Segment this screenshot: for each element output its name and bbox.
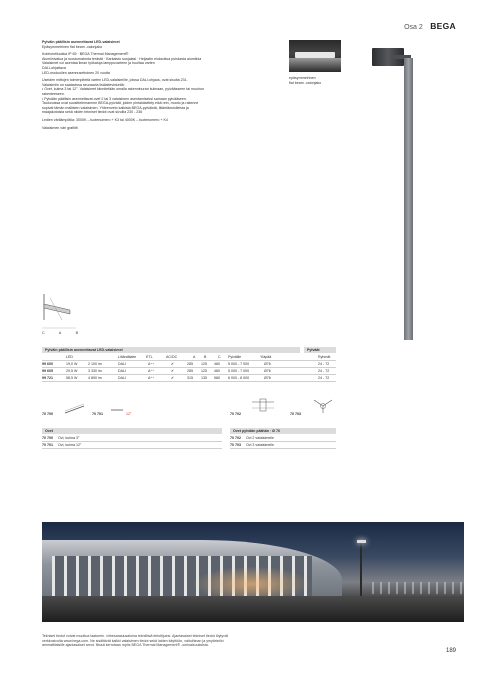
desc-line: LED-moduulien asennusettoinen 20 vuotta — [42, 70, 110, 75]
col-etl: ETL — [146, 355, 153, 359]
body-line: • Pylvään päällisin asennettavat ovet 2 tai 3 valaisimen asentamiseksi samaan pylvääseen. — [42, 96, 187, 101]
body-line: maajakotoista sekä niiden tekniset tiedot ovat sivuilla 230 - 236 — [42, 110, 143, 115]
body-line: • Ovet, kulma 3 tai 12°. Valaisimet kiinnitetään omalla rakenninuran kulmaan, pylväässeen tai muuhun — [42, 87, 205, 92]
row-lumen: 3 330 lm — [88, 369, 102, 373]
accessory-row — [42, 443, 222, 449]
row-control: DALI — [118, 376, 126, 380]
dimension-drawing — [40, 290, 80, 334]
photo-caption-line: epäsymmetrinen — [289, 76, 316, 80]
installation-photo — [42, 522, 464, 622]
product-title: Pylväin päällisin asennettavat LED-valaisimet — [42, 40, 120, 44]
row-top: Ø76 — [264, 362, 271, 366]
accessory-angle: 12° — [126, 412, 132, 416]
row-b: 125 — [201, 369, 207, 373]
row-acdc: ✔ — [171, 362, 175, 366]
pole — [404, 58, 413, 340]
table-column-headers — [42, 355, 336, 361]
desc-line: Alumiinivalua ja ruostumatonta terästä · Karkaistu suojalasi · Heijastin eloksoitua puhdasta alumiinia — [42, 56, 202, 61]
row-code: 99 600 — [42, 362, 53, 366]
accessory-row-code: 70 702 — [230, 436, 241, 440]
accessory-row-text: Ovi, kulma 12° — [58, 443, 82, 447]
accessory-row — [230, 436, 336, 442]
color-temp-line: Ledien värilämpötila: 3000K – tuotenumero + K3 tai 4000K – tuotenumero + K4 — [42, 117, 168, 122]
table-title: Pylväin päällisin asennettavat LED-valaisimet — [45, 348, 123, 352]
accessory-code: 70 703 — [290, 412, 301, 416]
row-lumen: 2 100 lm — [88, 362, 102, 366]
double-mount-icon — [250, 398, 276, 412]
row-c: 580 — [214, 376, 220, 380]
drawing-labels — [42, 331, 78, 336]
body-line: rakenteeseen. — [42, 91, 65, 96]
accessory-row-code: 70 703 — [230, 443, 241, 447]
row-a: 315 — [187, 376, 193, 380]
body-line: sopivat tämän mallisten valaisimen. Yhteenveto kaikista BEGA-pylväistä, liitäntäosiolleista ja — [42, 105, 189, 110]
col-led: LED — [66, 355, 73, 359]
footer-line: ammattilaisille ajantasaiset arvot. Nissä kerrotaan myös BEGA Thermal Management® -ominaisuuksista. — [42, 643, 209, 648]
accessory-code: 70 702 — [230, 412, 241, 416]
row-etl: A⁺⁺ — [148, 369, 155, 373]
col-poles: Pylväille — [228, 355, 242, 359]
accessory-right-header — [230, 428, 336, 434]
table-header-bar — [42, 347, 300, 353]
row-control: DALI — [118, 362, 126, 366]
row-top: Ø76 — [264, 376, 271, 380]
row-power: 19,0 W — [66, 362, 78, 366]
accessory-code: 70 700 — [42, 412, 53, 416]
table-right-title: Pylväät — [307, 348, 320, 352]
desc-line: Kotelointiluokka IP 65 · BEGA Thermal Management® — [42, 52, 129, 57]
product-text-block — [42, 40, 282, 130]
page-header — [404, 16, 456, 34]
row-poles: 5 000 - 7 000 — [228, 362, 250, 366]
finish-line: Valaisimen väri grafiitti — [42, 125, 78, 130]
footer-line: Tekniset tiedot voivat muuttua laatuerin. virhesarasiusaluina teknillisiä tietoltijuesi. Ajantasaiset tekniset tiedot löytyvät — [42, 634, 228, 638]
row-groups: 24 - 72 — [318, 369, 330, 373]
row-etl: A⁺⁺ — [148, 362, 155, 366]
row-code: 99 605 — [42, 369, 53, 373]
table-row — [42, 362, 336, 368]
col-b: B — [204, 355, 207, 359]
dimension-label-b: B — [75, 331, 78, 335]
row-lumen: 4 890 lm — [88, 376, 102, 380]
col-top: Yläpää — [260, 355, 272, 359]
table-row — [42, 376, 336, 382]
mount-bracket-icon — [64, 403, 86, 415]
desc-line: DALI-ohjattava — [42, 65, 66, 70]
row-control: DALI — [118, 369, 126, 373]
row-top: Ø76 — [264, 369, 271, 373]
col-a: A — [193, 355, 196, 359]
accessory-row-text: Ovi 3 valaisimelle — [246, 443, 274, 447]
accessory-left-title: Ovet — [45, 429, 53, 433]
row-power: 58,5 W — [66, 376, 78, 380]
desc-line: Valaisimet voi asentaa ilman työkaluja lamppuvarteen ja huoltaa varten — [42, 61, 155, 66]
body-line: Useiden mittojen toimenpiteitä varten LED-valaisimille, joissa DALI-ohjaus, ovat sisulta 231. — [42, 78, 188, 83]
row-poles: 6 000 - 8 000 — [228, 376, 250, 380]
accessory-row-code: 70 700 — [42, 436, 53, 440]
row-groups: 24 - 72 — [318, 362, 330, 366]
footer-text — [42, 634, 422, 648]
product-subtitle: Epäsymmetrinen flat beam -valonjako — [42, 44, 103, 49]
row-c: 460 — [214, 362, 220, 366]
page-number: 189 — [445, 648, 456, 654]
accessory-row-text: Ovi 2 valaisimelle — [246, 436, 274, 440]
row-b: 125 — [201, 362, 207, 366]
body-line: Tauluruissa ovat suosittelemamme BEGA-pylväät, joiden pintakäsittely eikä rein, muoto ja rakenne — [42, 101, 199, 106]
col-c: C — [218, 355, 221, 359]
triple-mount-icon — [312, 398, 334, 414]
row-power: 29,5 W — [66, 369, 78, 373]
row-acdc: ✔ — [171, 369, 175, 373]
accessory-row — [42, 436, 222, 442]
photo-caption-line: flat beam -valonjako — [289, 80, 322, 85]
row-a: 285 — [187, 369, 193, 373]
section-label: Osa 2 — [404, 24, 423, 31]
row-groups: 24 - 72 — [318, 376, 330, 380]
brand-logo: BEGA — [430, 21, 456, 31]
accessory-row-text: Ovi, kulma 3° — [58, 436, 80, 440]
row-c: 460 — [214, 369, 220, 373]
light-distribution-photo — [289, 40, 341, 72]
accessory-row-code: 70 701 — [42, 443, 53, 447]
table-row — [42, 369, 336, 375]
accessory-left-header — [42, 428, 222, 434]
dimension-label-c: C — [42, 331, 45, 335]
row-b: 135 — [201, 376, 207, 380]
accessory-right-title: Ovet pylvään päähän · Ø 76 — [233, 429, 280, 433]
row-a: 285 — [187, 362, 193, 366]
row-code: 99 721 — [42, 376, 53, 380]
table-right-header-bar — [304, 347, 336, 353]
col-acdc: AC/DC — [166, 355, 178, 359]
accessory-row — [230, 443, 336, 449]
accessory-code: 70 701 — [92, 412, 103, 416]
col-groups: Ryhmät — [318, 355, 331, 359]
col-driver: Liitäntälaite — [118, 355, 137, 359]
row-etl: A⁺⁺ — [148, 376, 155, 380]
row-poles: 5 000 - 7 000 — [228, 369, 250, 373]
dimension-label-a: A — [58, 331, 62, 335]
footer-line: verkkosivulta www.bega.com. Ne sisältävät kaikki valaisimen tiedot sekä laiden käyttöön, valtuihinan ja ymyäristön — [42, 638, 224, 643]
row-acdc: ✔ — [171, 376, 175, 380]
body-line: Valaisimiin on saatavissa seuraavia lisälaitevinkeitä: — [42, 82, 125, 87]
photo-caption — [289, 76, 321, 85]
mount-bracket-icon — [110, 405, 124, 415]
